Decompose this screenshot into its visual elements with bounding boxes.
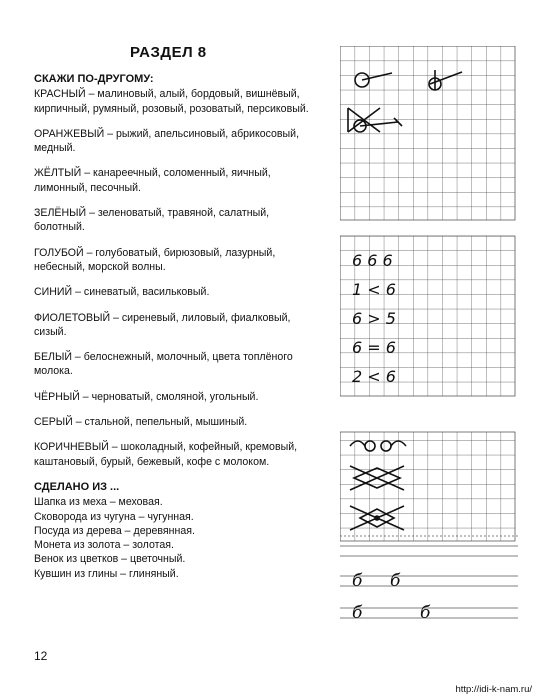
entry-white: БЕЛЫЙ – белоснежный, молочный, цвета топлёного молока. xyxy=(34,351,293,378)
cursive-letter: б xyxy=(352,571,363,591)
grid-block-1 xyxy=(340,46,515,220)
intro-heading: СКАЖИ ПО-ДРУГОМУ: xyxy=(34,73,154,85)
entry-red: КРАСНЫЙ – малиновый, алый, бордовый, вишнёвый, кирпичный, румяный, розовый, розоватый, персиковый. xyxy=(34,88,309,115)
made-line: Сковорода из чугуна – чугунная. xyxy=(34,510,194,523)
cursive-letters xyxy=(352,571,431,623)
text-column xyxy=(34,72,312,581)
footer-url[interactable]: http://idi-k-nam.ru/ xyxy=(455,684,532,695)
entry-yellow: ЖЁЛТЫЙ – канареечный, соломенный, яичный, лимонный, песочный. xyxy=(34,167,271,194)
digit-row: 6 > 5 xyxy=(352,309,396,328)
made-line: Кувшин из глины – глиняный. xyxy=(34,567,179,580)
digit-row: 6 6 6 xyxy=(352,251,393,270)
entry-lightblue: ГОЛУБОЙ – голубоватый, бирюзовый, лазурный, небесный, морской волны. xyxy=(34,246,276,273)
digit-row: 2 < 6 xyxy=(352,367,396,386)
entry-brown: КОРИЧНЕВЫЙ – шоколадный, кофейный, кремовый, каштановый, бурый, бежевый, кофе с молоком. xyxy=(34,441,298,468)
made-line: Монета из золота – золотая. xyxy=(34,539,174,552)
digit-row: 6 = 6 xyxy=(352,338,396,357)
cursive-letter: б xyxy=(420,603,431,623)
made-heading: СДЕЛАНО ИЗ ... xyxy=(34,480,120,493)
page-number: 12 xyxy=(34,649,48,663)
digit-row: 1 < 6 xyxy=(352,280,396,299)
cursive-letter: б xyxy=(390,571,401,591)
entry-grey: СЕРЫЙ – стальной, пепельный, мышиный. xyxy=(34,416,248,429)
entry-black: ЧЁРНЫЙ – черноватый, смоляной, угольный. xyxy=(34,390,259,403)
made-line: Посуда из дерева – деревянная. xyxy=(34,524,195,537)
copybook-grid xyxy=(340,46,520,631)
made-from-section xyxy=(34,480,312,581)
cursive-letter: б xyxy=(352,603,363,623)
entry-orange: ОРАНЖЕВЫЙ – рыжий, апельсиновый, абрикосовый, медный. xyxy=(34,127,300,155)
entry-green: ЗЕЛЁНЫЙ – зеленоватый, травяной, салатный, болотный. xyxy=(34,207,270,234)
made-line: Венок из цветков – цветочный. xyxy=(34,553,186,566)
entry-blue: СИНИЙ – синеватый, васильковый. xyxy=(34,286,210,299)
page-title: РАЗДЕЛ 8 xyxy=(130,44,207,61)
made-line: Шапка из меха – меховая. xyxy=(34,496,163,509)
entry-violet: ФИОЛЕТОВЫЙ – сиреневый, лиловый, фиалковый, сизый. xyxy=(34,311,291,338)
